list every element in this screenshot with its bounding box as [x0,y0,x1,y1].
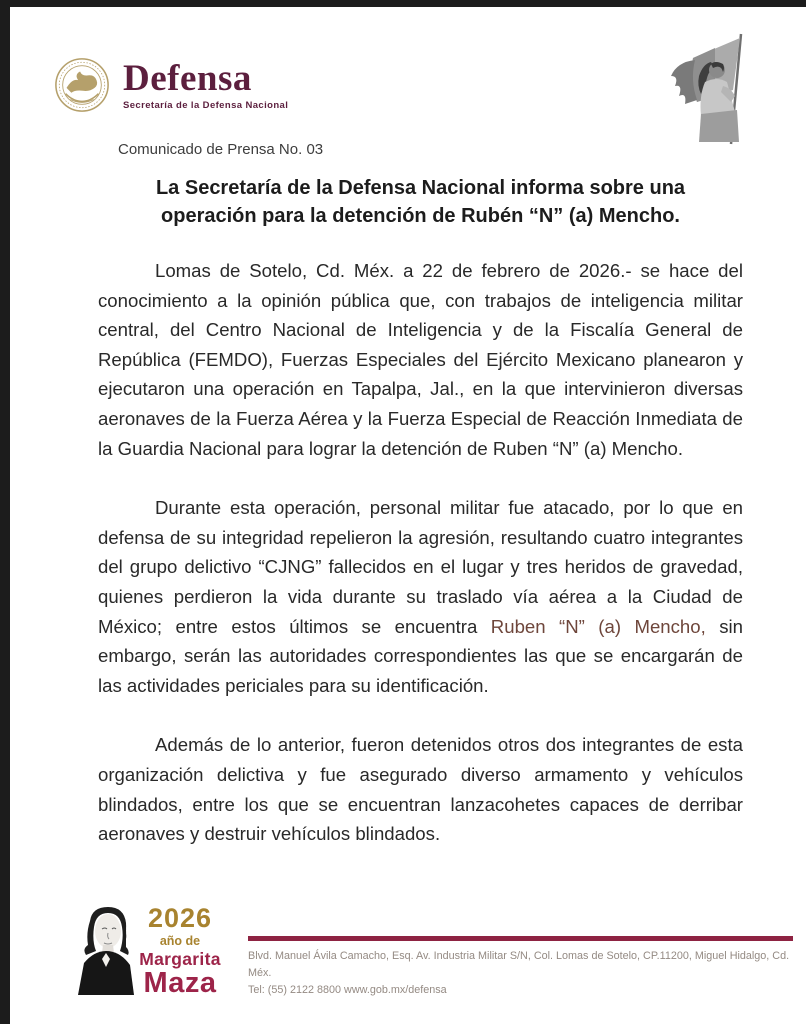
defensa-subtitle: Secretaría de la Defensa Nacional [123,100,289,111]
footer-address-line2: Tel: (55) 2122 8800 www.gob.mx/defensa [248,984,447,996]
paragraph-2 [98,493,743,700]
paragraph-1 [98,256,743,463]
defensa-logo [53,55,288,115]
press-release-number: Comunicado de Prensa No. 03 [118,141,324,158]
paragraph-2-text-pre: Durante esta operación, personal militar fue atacado, por lo que en defensa de su integridad repelieron la agresión, resultando cuatro integrantes del grupo delictivo “CJNG” fallecidos en el lugar y tres heridos de gravedad, quienes perdieron la vida durante su traslado vía aérea a la Ciudad de México; entre estos últimos se encuentra [98,497,743,637]
footer-address [248,948,793,999]
year-2026-logo [138,905,222,998]
year-2026-number: 2026 [147,903,213,933]
national-seal-icon [53,55,111,115]
press-release-body [98,141,743,849]
suspect-name-highlight: Ruben “N” (a) Mencho, [490,615,706,637]
year-2026-margarita: Margarita [139,948,221,969]
photo-edge-top [0,0,806,7]
woman-with-flag-icon [655,28,763,146]
defensa-wordmark-block [123,55,288,111]
margarita-maza-portrait [70,903,142,995]
photo-edge-left [0,0,10,1024]
paragraph-1-text: Lomas de Sotelo, Cd. Méx. a 22 de febrero de 2026.- se hace del conocimiento a la opinión pública que, con trabajos de inteligencia militar central, del Centro Nacional de Inteligencia y de la Fiscalía General de República (FEMDO), Fuerzas Especiales del Ejército Mexicano planearon y ejecutaron una operación en Tapalpa, Jal., en la que intervinieron diversas aeronaves de la Fuerza Aérea y la Fuerza Especial de Reacción Inmediata de la Guardia Nacional para lograr la detención de Ruben “N” (a) Mencho. [98,260,743,459]
year-2026-subtitle: año de [159,934,201,948]
paragraph-2-text-post: sin embargo, serán las autoridades correspondientes las que se encargarán de las actividades periciales para su identificación. [98,615,743,696]
year-2026-maza: Maza [143,967,217,999]
paragraph-3-text: Además de lo anterior, fueron detenidos otros dos integrantes de esta organización delictiva y fue asegurado diverso armamento y vehículos blindados, entre los que se encuentran lanzacohetes capaces de derribar aeronaves y destruir vehículos blindados. [98,734,743,845]
footer-divider-rule [248,936,793,941]
defensa-wordmark: Defensa [123,58,252,99]
press-release-title: La Secretaría de la Defensa Nacional informa sobre una operación para la detención de Rubén “N” (a) Mencho. [155,177,686,227]
paragraph-3 [98,730,743,848]
footer-address-line1: Blvd. Manuel Ávila Camacho, Esq. Av. Industria Militar S/N, Col. Lomas de Sotelo, CP.11200, Miguel Hidalgo, Cd. Méx. [248,950,790,979]
